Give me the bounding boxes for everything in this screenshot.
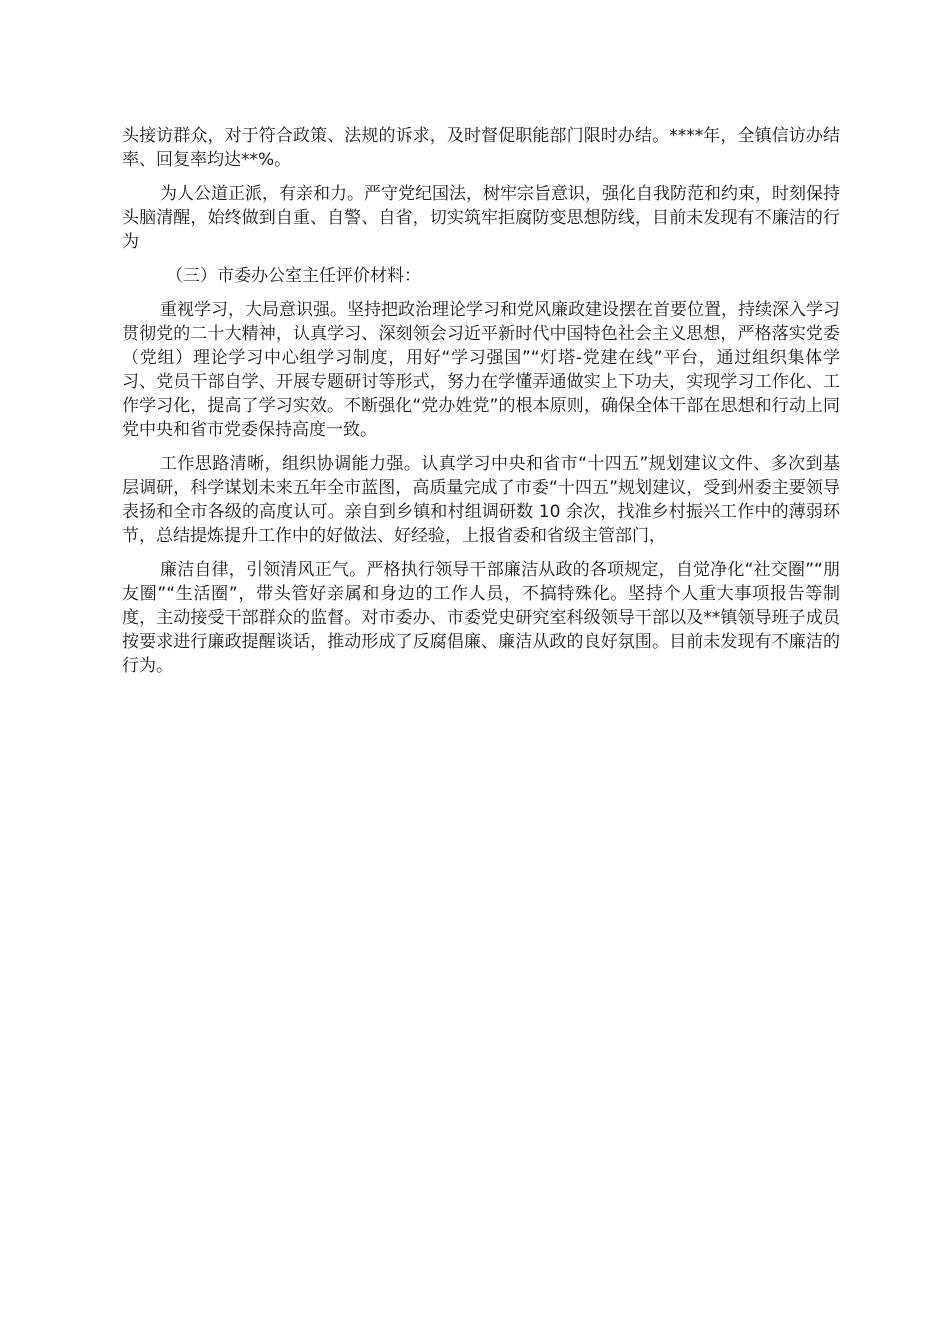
paragraph-work-ideas: 工作思路清晰，组织协调能力强。认真学习中央和省市“十四五”规划建议文件、多次到基层调研，科学谋划未来五年全市蓝图，高质量完成了市委“十四五”规划建议，受到州委主要领导表扬和全市各级的高度认可。亲自到乡镇和村组调研数 10 余次，找准乡村振兴工作中的薄弱环节，总结提炼提升工作中的好做法、好经验，上报省委和省级主管部门，	[122, 454, 840, 546]
paragraph-study: 重视学习，大局意识强。坚持把政治理论学习和党风廉政建设摆在首要位置，持续深入学习贯彻党的二十大精神，认真学习、深刻领会习近平新时代中国特色社会主义思想，严格落实党委（党组）理论学习中心组学习制度，用好“学习强国”“灯塔-党建在线”平台，通过组织集体学习、党员干部自学、开展专题研讨等形式，努力在学懂弄通做实上下功夫，实现学习工作化、工作学习化，提高了学习实效。不断强化“党办姓党”的根本原则，确保全体干部在思想和行动上同党中央和省市党委保持高度一致。	[122, 300, 840, 440]
document-page	[122, 124, 840, 688]
paragraph-self-discipline: 廉洁自律，引领清风正气。严格执行领导干部廉洁从政的各项规定，自觉净化“社交圈”“朋友圈”“生活圈”，带头管好亲属和身边的工作人员，不搞特殊化。坚持个人重大事项报告等制度，主动接受干部群众的监督。对市委办、市委党史研究室科级领导干部以及**镇领导班子成员按要求进行廉政提醒谈话，推动形成了反腐倡廉、廉洁从政的良好氛围。目前未发现有不廉洁的行为。	[122, 560, 840, 676]
section-heading: （三）市委办公室主任评价材料：	[166, 266, 421, 286]
paragraph-integrity: 为人公道正派，有亲和力。严守党纪国法，树牢宗旨意识，强化自我防范和约束，时刻保持头脑清醒，始终做到自重、自警、自省，切实筑牢拒腐防变思想防线，目前未发现有不廉洁的行为	[122, 184, 840, 252]
paragraph-continuation: 头接访群众，对于符合政策、法规的诉求，及时督促职能部门限时办结。****年，全镇信访办结率、回复率均达**%。	[122, 126, 840, 170]
